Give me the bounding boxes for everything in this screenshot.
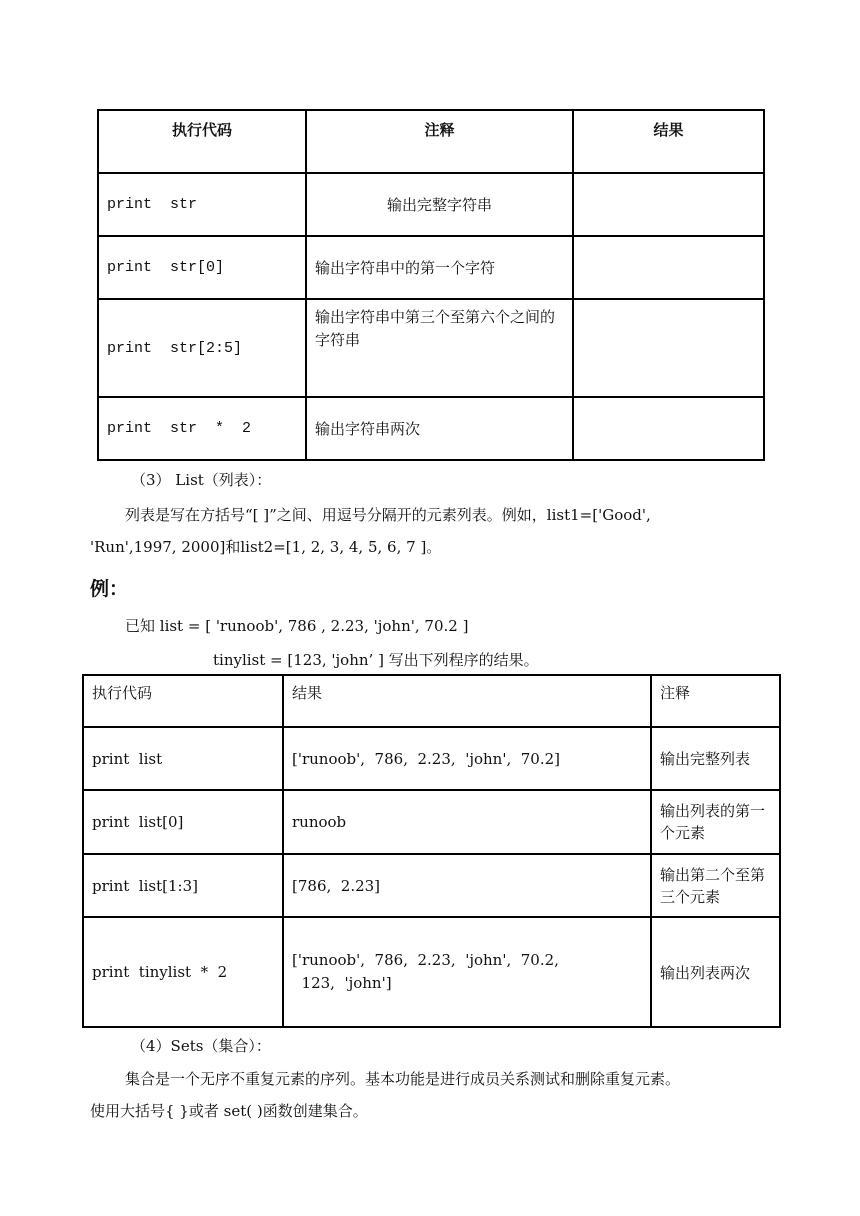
table-header-row (98, 110, 764, 173)
note-cell: 输出字符串两次 (306, 397, 573, 460)
note-cell: 输出完整字符串 (306, 173, 573, 236)
string-ops-table (97, 109, 765, 461)
result-cell (573, 236, 764, 299)
code-cell: print list (83, 727, 283, 790)
table-header-row (83, 675, 780, 727)
example-given-line1: 已知 list = [ 'runoob', 786 , 2.23, 'john', 70.2 ] (125, 617, 469, 635)
example-given-line2: tinylist = [123, 'john’ ] 写出下列程序的结果。 (213, 651, 539, 669)
note-cell: 输出字符串中第三个至第六个之间的字符串 (306, 299, 573, 397)
table-row (98, 236, 764, 299)
section-4-heading: （4）Sets（集合）： (131, 1037, 271, 1055)
header-result: 结果 (573, 110, 764, 173)
list-ops-table (82, 674, 781, 1028)
code-cell: print list[0] (83, 790, 283, 854)
result-cell (573, 173, 764, 236)
result-cell (573, 299, 764, 397)
result-cell: ['runoob', 786, 2.23, 'john', 70.2, 123, 'john'] (283, 917, 651, 1027)
section-3-paragraph-line1: 列表是写在方括号“[ ]”之间、用逗号分隔开的元素列表。例如，list1=['Good', (125, 506, 651, 524)
table-row (83, 790, 780, 854)
result-cell: runoob (283, 790, 651, 854)
result-cell: ['runoob', 786, 2.23, 'john', 70.2] (283, 727, 651, 790)
note-cell: 输出列表的第一个元素 (651, 790, 780, 854)
section-3-heading: （3） List（列表）： (131, 471, 272, 489)
table-row (83, 727, 780, 790)
code-cell: print tinylist * 2 (83, 917, 283, 1027)
example-label: 例： (90, 578, 129, 600)
note-cell: 输出列表两次 (651, 917, 780, 1027)
header-result: 结果 (283, 675, 651, 727)
header-code: 执行代码 (98, 110, 306, 173)
result-cell (573, 397, 764, 460)
table-row (98, 397, 764, 460)
code-cell: print list[1:3] (83, 854, 283, 917)
header-code: 执行代码 (83, 675, 283, 727)
table-row (98, 173, 764, 236)
table-row (83, 917, 780, 1027)
table-row (98, 299, 764, 397)
note-cell: 输出第二个至第三个元素 (651, 854, 780, 917)
code-cell: print str[2:5] (98, 299, 306, 397)
section-4-paragraph-line1: 集合是一个无序不重复元素的序列。基本功能是进行成员关系测试和删除重复元素。 (125, 1070, 681, 1088)
code-cell: print str * 2 (98, 397, 306, 460)
table-row (83, 854, 780, 917)
section-4-paragraph-line2: 使用大括号{ }或者 set( )函数创建集合。 (90, 1102, 368, 1120)
result-cell: [786, 2.23] (283, 854, 651, 917)
note-cell: 输出字符串中的第一个字符 (306, 236, 573, 299)
code-cell: print str (98, 173, 306, 236)
header-note: 注释 (651, 675, 780, 727)
section-3-paragraph-line2: 'Run',1997, 2000]和list2=[1, 2, 3, 4, 5, 6, 7 ]。 (90, 538, 442, 556)
header-note: 注释 (306, 110, 573, 173)
note-cell: 输出完整列表 (651, 727, 780, 790)
code-cell: print str[0] (98, 236, 306, 299)
